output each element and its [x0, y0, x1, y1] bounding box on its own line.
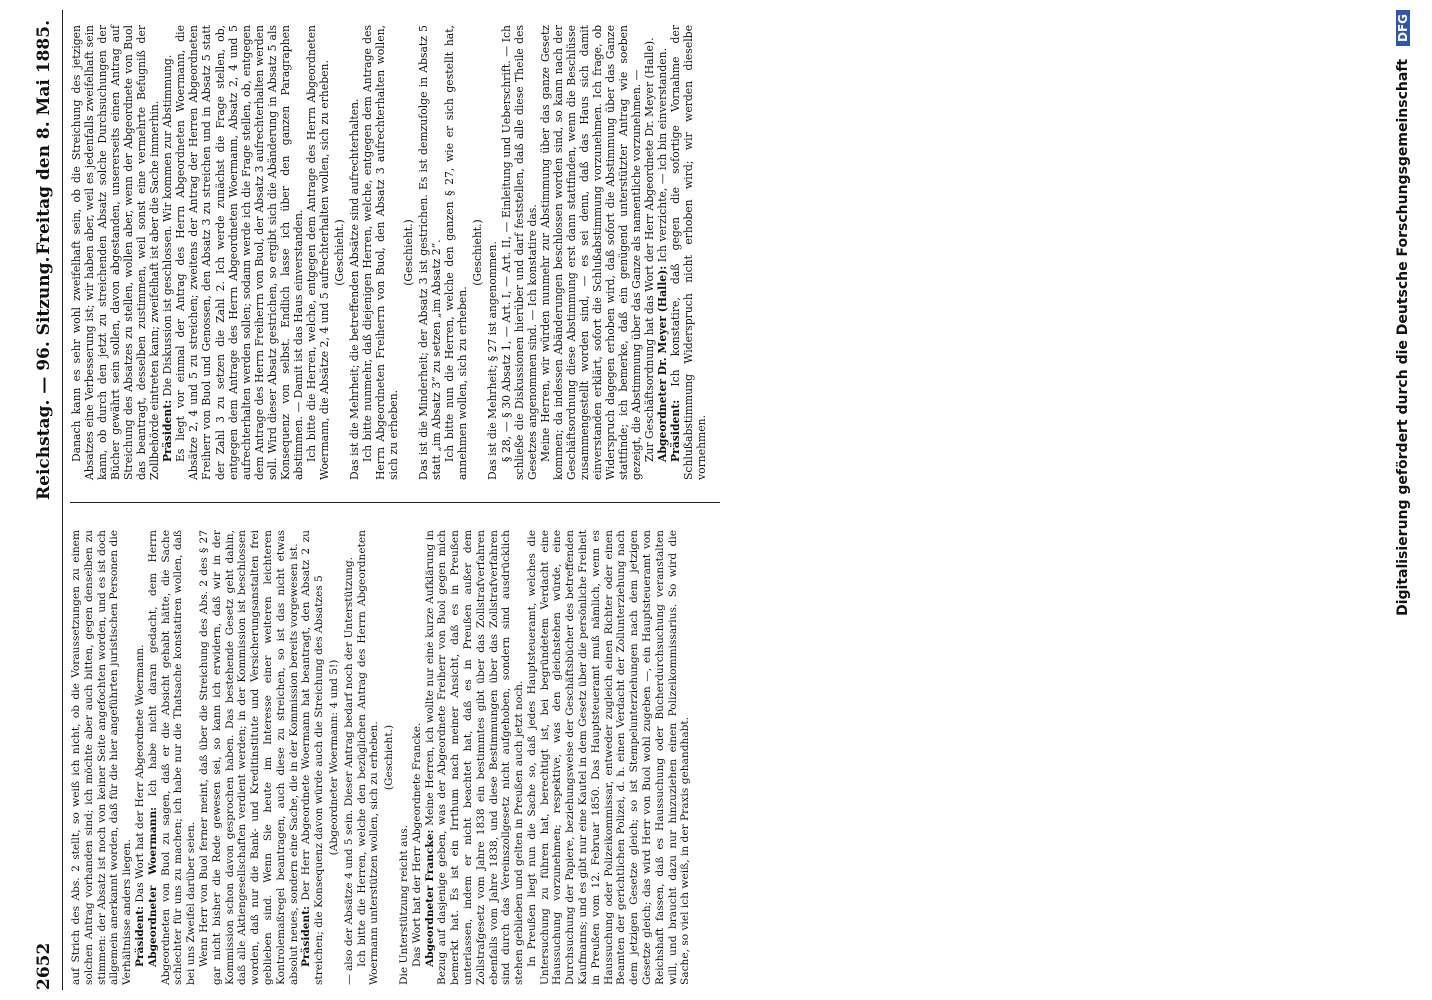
paragraph: Das Wort hat der Herr Abgeordnete Francke.	[410, 722, 423, 967]
speech-paragraph	[424, 530, 526, 985]
speech-paragraph	[161, 25, 174, 480]
speaker-name: Präsident:	[300, 905, 313, 967]
text-column-right	[70, 25, 710, 480]
speech-text: Ich habe nicht daran gedacht, dem Herrn Abgeordneten von Buol zu sagen, daß er die Absicht gehabt hätte, die Sache schlechter für uns zu machen; ich habe nur die Thatsache konstatiren wollen, daß bei uns Zweifel darüber seien.	[146, 529, 198, 985]
speech-text: Die Diskussion ist geschlossen. Wir kommen zur Abstimmung.	[161, 54, 175, 400]
paragraph: Ich bitte die Herren, welche, entgegen dem Antrage des Herrn Abgeordneten Woermann, die Absätze 2, 4 und 5 aufrechterhalten wollen, sich zu erheben.	[304, 25, 331, 480]
speaker-name: Abgeordneter Dr. Meyer (Halle):	[656, 265, 670, 462]
paragraph: Zur Geschäftsordnung hat das Wort der Herr Abgeordnete Dr. Meyer (Halle).	[643, 37, 657, 462]
paragraph: Das ist die Minderheit; der Absatz 3 ist gestrichen. Es ist demzufolge in Absatz 5 statt „im Absatz 3“ zu setzen „im Absatz 2“.	[417, 25, 444, 480]
page-header	[30, 10, 60, 990]
speech-text: Der Herr Abgeordnete Woermann hat beantragt, den Absatz 2 zu streichen; die Konsequenz davon würde auch die Streichung des Absatzes 5	[300, 530, 326, 985]
speech-text: Das Wort hat der Herr Abgeordnete Woermann.	[133, 644, 146, 906]
paragraph: Die Unterstützung reicht aus.	[397, 824, 410, 985]
page-number: 2652	[34, 942, 54, 990]
header-rule	[62, 10, 63, 990]
speaker-name: Präsident:	[133, 905, 146, 967]
speech-text: Meine Herren, ich wollte nur eine kurze Aufklärung in Bezug auf dasjenige geben, was der Abgeordnete Freiherr von Buol gegen mich bemerkt hat. Es ist ein Irrthum nach meiner Ansicht, daß es in Preußen unterlassen, indem er nicht beachtet hat, daß es in Preußen außer dem Zollstrafgesetz vom Jahre 1838 ein bestimmtes gibt über das Zollstrafverfahren ebenfalls vom Jahre 1838, und diese Bestimmungen über das Zollstrafverfahren sind durch das Vereinszollgesetz nicht aufgehoben, sondern sind ausdrücklich stehen geblieben und gelten in Preußen auch jetzt noch.	[423, 530, 526, 985]
paragraph: Wenn Herr von Buol ferner meint, daß über die Streichung des Abs. 2 des § 27 gar nicht bisher die Rede gewesen sei, so kann ich erwidern, daß wir in der Kommission schon davon gesprochen haben. Das bestehende Gesetz geht dahin, daß alle Aktiengesellschaften verdient werden; in der Kommission ist beschlossen worden, daß nur die Bank- und Kreditinstitute und Versicherungsanstalten frei geblieben sind. Wenn Sie heute im Interesse einer weiteren leichteren Kontrolemaßregel beantragen, auch diese zu streichen, so ist das nicht etwas absolut neues, sondern eine Sache, die in der Kommission bereits vorgewesen ist.	[197, 530, 300, 985]
paragraph: In Preußen liegt nun die Sache so, daß jedes Hauptsteueramt, welches die Untersuchung zu führen hat, berechtigt ist, bei begründetem Verdacht eine Haussuchung vorzunehmen; respektive, was den gleichstehen würde, eine Durchsuchung der Papiere, beziehungsweise der Geschäftsbücher des betreffenden Kaufmanns; und es gibt nur eine Kautel in dem Gesetz über die persönliche Freiheit in Preußen vom 12. Februar 1850. Das Hauptsteueramt muß nämlich, wenn es Haussuchung oder Polizeikommissar, entweder zugleich einen Richter oder einen Beamten der gerichtlichen Polizei, d. h. einen Verdacht der Zollunterziehung nach dem jetzigen Gesetze gleich; so ist Stempelunterziehungen nach dem jetzigen Gesetze gleich; das wird Herr von Buol wohl zugeben —, ein Hauptsteueramt von Reichshaft fassen, daß es Haussuchung oder Bücherdurchsuchung veranstalten will, und braucht dazu nur hinzuziehen einen Polizeikommissarius. So wird die Sache, so viel ich weiß, in der Praxis gehandhabt.	[525, 530, 692, 985]
credit-text: Digitalisierung gefördert durch die Deutsche Forschungsgemeinschaft	[1395, 58, 1411, 616]
paragraph: Ich bitte die Herren, welche den bezüglichen Antrag des Herrn Abgeordneten Woermann unterstützen wollen, sich zu erheben.	[355, 530, 381, 985]
speaker-name: Abgeordneter Woermann:	[146, 806, 159, 967]
column-separator	[70, 502, 720, 503]
paragraph: auf Strich des Abs. 2 stellt, so weiß ich nicht, ob die Voraussetzungen zu einem solchen Antrag vorhanden sind; ich möchte aber auch bitten, gegen denselben zu stimmen: der Absatz ist noch von keiner Seite angefochten worden, und es ist doch allgemein anerkannt worden, daß für die hier angeführten juristischen Personen die Verhältnisse anders liegen.	[70, 530, 134, 985]
stage-direction: (Geschieht.)	[383, 724, 396, 791]
stage-direction: (Geschieht.)	[471, 219, 485, 286]
speech-text: Ich verzichte, — ich bin einverstanden.	[656, 47, 670, 266]
dfg-logo: DFG	[1396, 10, 1410, 46]
stage-direction: (Geschieht.)	[332, 219, 346, 286]
paragraph: Danach kann es sehr wohl zweifelhaft sein, ob die Streichung des jetzigen Absatzes eine Verbesserung ist; wir haben aber, weil es jedenfalls zweifelhaft sein kann, ob durch den jetzt zu streichenden Absatz solche Durchsuchungen der Bücher gewährt sein sollen, davon abgestanden, unsererseits einen Antrag auf Streichung des Absatzes zu stellen, wollen aber, wenn der Abgeordnete von Buol das beantragt, desselben zustimmen, weil sonst eine vermehrte Befugniß der Zollbehörde eintreten kann; zweifelhaft ist aber die Sache immerhin.	[70, 25, 162, 480]
paragraph: Das ist die Mehrheit; die betreffenden Absätze sind aufrechterhalten.	[347, 98, 361, 480]
speech-paragraph	[300, 530, 326, 985]
speaker-name: Präsident:	[669, 399, 683, 462]
paragraph: Ich bitte nun die Herren, welche den ganzen § 27, wie er sich gestellt hat, annehmen wollen, sich zu erheben.	[443, 25, 470, 480]
paragraph: Das ist die Mehrheit; § 27 ist angenommen.	[486, 241, 500, 480]
paragraph: Es liegt vor einmal der Antrag des Herrn Abgeordneten Woermann, die Absätze 2, 4 und 5 zu streichen; zweitens der Antrag der Herren Abgeordneten Freiherr von Buol und Genossen, den Absatz 3 zu streichen und in Absatz 5 statt der Zahl 3 zu setzen die Zahl 2. Ich werde zunächst die Frage stellen, ob, entgegen dem Antrage des Herrn Abgeordneten Woermann, Absatz 2, 4 und 5 aufrechterhalten werden sollen; sodann werde ich die Frage stellen, ob, entgegen dem Antrage des Herrn Freiherrn von Buol, der Absatz 3 aufrechterhalten werden soll. Wird dieser Absatz gestrichen, so ergibt sich die Abänderung in Absatz 5 als Konsequenz von selbst. Endlich lasse ich über den ganzen Paragraphen abstimmen. — Damit ist das Haus einverstanden.	[174, 25, 305, 480]
speech-paragraph	[669, 25, 708, 480]
paragraph: § 28, — § 30 Absatz 1, — Art. I, — Art. II, — Einleitung und Ueberschrift. — Ich schließe die Diskussionen hierüber und darf feststellen, daß alle diese Theile des Gesetzes angenommen sind. — Ich konstatire das.	[499, 25, 539, 480]
speech-text: Ich konstatire, daß gegen die sofortige Vornahme der Schlußabstimmung Widerspruch nicht erhoben wird; wir werden dieselbe vornehmen.	[669, 25, 709, 480]
speaker-name: Abgeordneter Francke:	[423, 829, 436, 967]
speech-paragraph	[656, 25, 669, 480]
speaker-name: Präsident:	[161, 399, 175, 462]
stage-direction: (Geschieht.)	[402, 219, 416, 286]
speech-paragraph	[134, 530, 147, 985]
header-left-title: Reichstag. — 96. Sitzung.	[34, 256, 54, 500]
paragraph: Ich bitte nunmehr, daß diejenigen Herren, welche, entgegen dem Antrage des Herrn Abgeordneten Freiherrn von Buol, den Absatz 3 aufrechterhalten wollen, sich zu erheben.	[361, 25, 401, 480]
paragraph: Meine Herren, wir würden nunmehr zur Abstimmung über das ganze Gesetz kommen; da indessen Abänderungen beschlossen worden sind, so kann nach der Geschäftsordnung diese Abstimmung erst dann stattfinden, wenn die Beschlüsse zusammengestellt worden sind, — es sei denn, daß das Haus sich damit einverstanden erklärt, sofort die Schlußabstimmung vorzunehmen. Ich frage, ob Widerspruch dagegen erhoben wird, daß sofort die Abstimmung über das Ganze stattfinde; ich bemerke, daß ein genügend unterstützter Antrag wie soeben gezeigt, die Abstimmung über das Ganze als namentliche vorzunehmen. —	[538, 25, 643, 480]
header-right-title: Freitag den 8. Mai 1885.	[34, 20, 54, 255]
text-column-left	[70, 530, 710, 985]
digitization-credit	[1395, 10, 1420, 990]
paragraph: — also der Absätze 4 und 5 sein. Dieser Antrag bedarf noch der Unterstützung.	[342, 557, 355, 985]
speech-paragraph	[147, 530, 198, 985]
stage-direction: (Abgeordneter Woermann: 4 und 5!)	[327, 659, 340, 856]
